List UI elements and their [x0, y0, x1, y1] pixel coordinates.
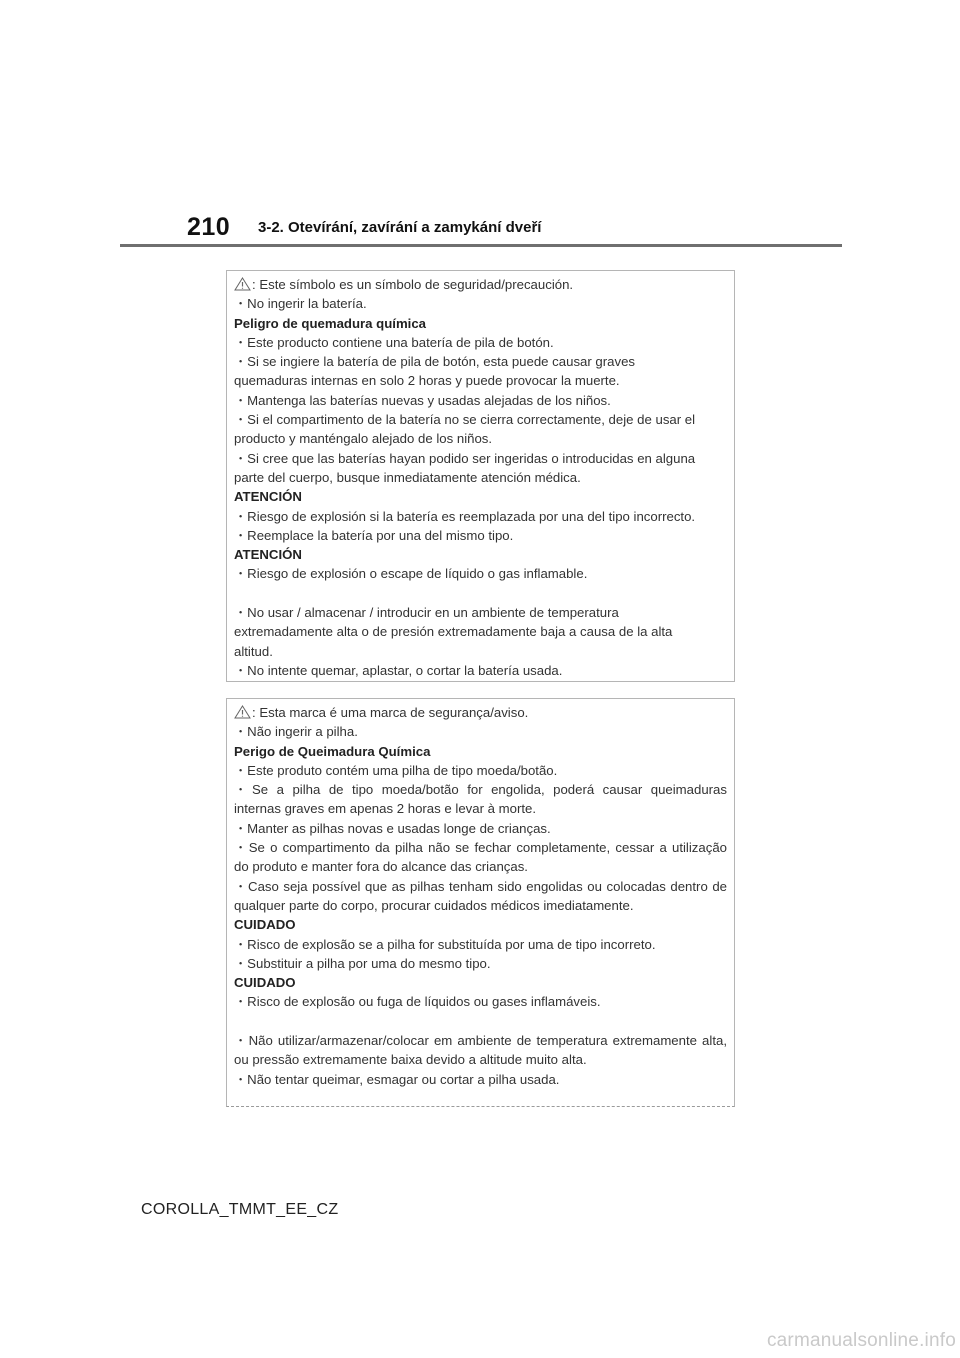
warning-box-spanish: [226, 270, 735, 682]
warning-triangle-icon: [234, 705, 251, 719]
warning-line: [234, 1012, 727, 1031]
warning-line-text: extremadamente alta o de presión extremadamente baja a causa de la alta: [234, 624, 673, 640]
warning-line-text: ・Si el compartimento de la batería no se cierra correctamente, deje de usar el: [234, 412, 696, 428]
warning-line: [234, 410, 727, 429]
warning-heading: [234, 545, 727, 564]
warning-line: [234, 819, 727, 838]
warning-line: [234, 333, 727, 352]
warning-line: [234, 935, 727, 954]
watermark: carmanualsonline.info: [766, 1330, 956, 1351]
warning-line: [234, 799, 727, 818]
warning-line-text: ATENCIÓN: [234, 489, 302, 505]
warning-line: [234, 352, 727, 371]
warning-line: [234, 838, 727, 857]
warning-line-text: ・Não ingerir a pilha.: [234, 724, 358, 740]
warning-line-text: ・Si cree que las baterías hayan podido ser ingeridas o introducidas en alguna: [234, 450, 696, 466]
warning-triangle-icon: [234, 277, 251, 291]
warning-line: [234, 584, 727, 603]
warning-line: [234, 468, 727, 487]
warning-line: [234, 1031, 727, 1050]
warning-line: [234, 429, 727, 448]
warning-line-text: ・Si se ingiere la batería de pila de botón, esta puede causar graves: [234, 354, 636, 370]
warning-line-text: ・No intente quemar, aplastar, o cortar la batería usada.: [234, 662, 563, 678]
warning-heading: [234, 314, 727, 333]
warning-line: [234, 507, 727, 526]
warning-line: [234, 992, 727, 1011]
warning-line-text: CUIDADO: [234, 917, 296, 933]
warning-line-text: Perigo de Queimadura Química: [234, 743, 431, 759]
warning-box-portuguese: [226, 698, 735, 1107]
warning-line-text: ・Este producto contiene una batería de pila de botón.: [234, 334, 554, 350]
warning-line: [234, 526, 727, 545]
warning-line-text: ・Se a pilha de tipo moeda/botão for engolida, poderá causar queimaduras: [234, 782, 727, 798]
warning-line-text: CUIDADO: [234, 975, 296, 991]
warning-line-text: ・Não tentar queimar, esmagar ou cortar a pilha usada.: [234, 1071, 560, 1087]
warning-line: [234, 294, 727, 313]
header-rule: [120, 244, 842, 247]
warning-line: [234, 780, 727, 799]
warning-line: [234, 275, 727, 294]
warning-line-text: ・Não utilizar/armazenar/colocar em ambiente de temperatura extremamente alta,: [234, 1033, 727, 1049]
warning-line-text: : Esta marca é uma marca de segurança/aviso.: [252, 705, 529, 720]
warning-line-text: Peligro de quemadura química: [234, 315, 426, 331]
warning-line: [234, 954, 727, 973]
warning-line: [234, 857, 727, 876]
warning-line-text: ・Este produto contém uma pilha de tipo moeda/botão.: [234, 762, 558, 778]
warning-line-text: ou pressão extremamente baixa devido a altitude muito alta.: [234, 1052, 587, 1068]
warning-line: [234, 877, 727, 896]
warning-line: [234, 371, 727, 390]
warning-heading: [234, 742, 727, 761]
warning-line-text: ・Mantenga las baterías nuevas y usadas alejadas de los niños.: [234, 392, 611, 408]
warning-line-text: ・Reemplace la batería por una del mismo tipo.: [234, 527, 514, 543]
warning-heading: [234, 915, 727, 934]
warning-line: [234, 391, 727, 410]
warning-line: [234, 564, 727, 583]
warning-line: [234, 449, 727, 468]
warning-line: [234, 703, 727, 722]
warning-line: [234, 622, 727, 641]
warning-line-text: ・Riesgo de explosión si la batería es reemplazada por una del tipo incorrecto.: [234, 508, 696, 524]
warning-line: [234, 661, 727, 680]
warning-line: [234, 642, 727, 661]
warning-line: [234, 896, 727, 915]
warning-line: [234, 761, 727, 780]
warning-line-text: ・Manter as pilhas novas e usadas longe de crianças.: [234, 820, 551, 836]
warning-line-text: : Este símbolo es un símbolo de seguridad/precaución.: [252, 277, 574, 292]
warning-line-text: altitud.: [234, 643, 273, 659]
warning-line-text: ATENCIÓN: [234, 547, 302, 563]
warning-line-text: ・Risco de explosão ou fuga de líquidos ou gases inflamáveis.: [234, 994, 601, 1010]
warning-line-text: internas graves em apenas 2 horas e levar à morte.: [234, 801, 537, 817]
warning-line: [234, 722, 727, 741]
warning-line: [234, 1070, 727, 1089]
page-number: 210: [187, 213, 231, 241]
warning-line-text: do produto e manter fora do alcance das crianças.: [234, 859, 528, 875]
warning-line-text: quemaduras internas en solo 2 horas y puede provocar la muerte.: [234, 373, 620, 389]
warning-line-text: ・Risco de explosão se a pilha for substituída por uma de tipo incorreto.: [234, 936, 656, 952]
document-code: COROLLA_TMMT_EE_CZ: [141, 1201, 339, 1218]
warning-line-text: ・No usar / almacenar / introducir en un ambiente de temperatura: [234, 605, 619, 621]
warning-heading: [234, 487, 727, 506]
warning-line: [234, 1050, 727, 1069]
warning-line-text: ・Se o compartimento da pilha não se fechar completamente, cessar a utilização: [234, 840, 727, 856]
section-title: 3-2. Otevírání, zavírání a zamykání dveří: [258, 219, 542, 236]
warning-line-text: parte del cuerpo, busque inmediatamente atención médica.: [234, 469, 581, 485]
warning-heading: [234, 973, 727, 992]
warning-line-text: ・Caso seja possível que as pilhas tenham sido engolidas ou colocadas dentro de: [234, 878, 727, 894]
warning-line-text: ・Riesgo de explosión o escape de líquido o gas inflamable.: [234, 566, 588, 582]
warning-line: [234, 603, 727, 622]
warning-line-text: producto y manténgalo alejado de los niños.: [234, 431, 493, 447]
warning-line-text: ・No ingerir la batería.: [234, 296, 367, 312]
warning-line-text: qualquer parte do corpo, procurar cuidados médicos imediatamente.: [234, 897, 634, 913]
warning-line-text: ・Substituir a pilha por uma do mesmo tipo.: [234, 955, 491, 971]
